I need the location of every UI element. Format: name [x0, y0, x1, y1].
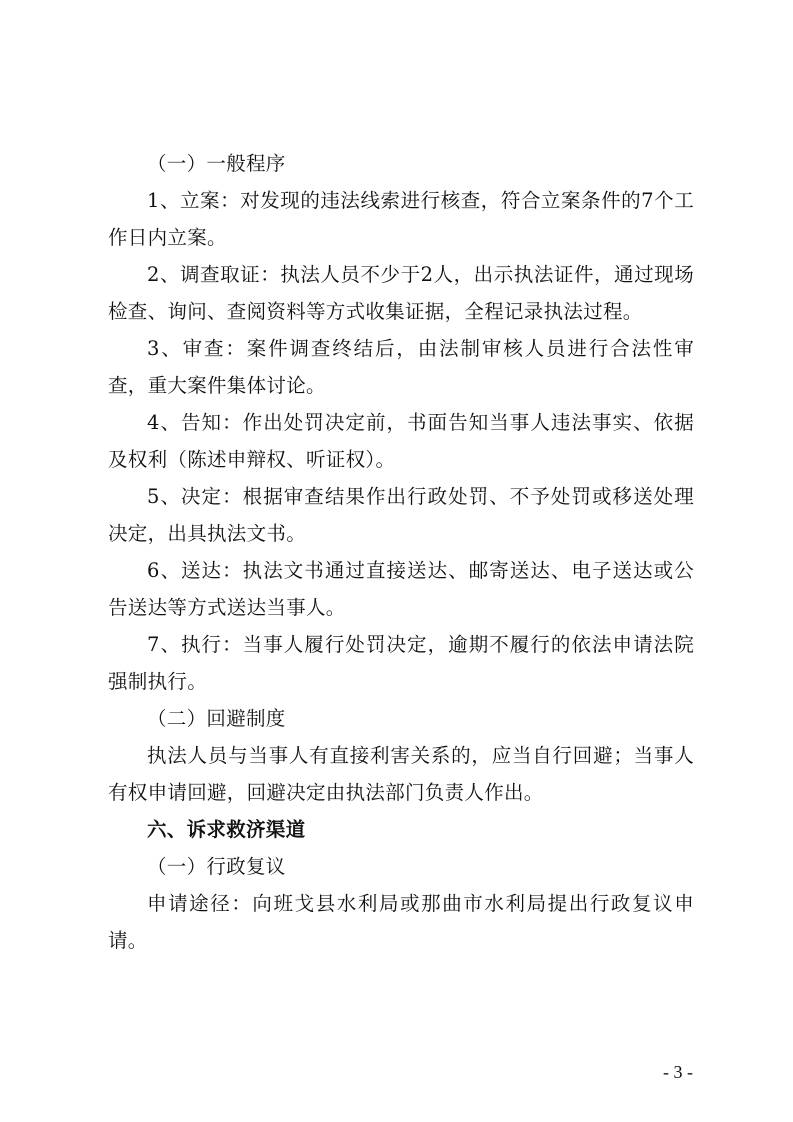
section-heading-recusal: （二）回避制度 — [147, 707, 286, 730]
paragraph-review: 3、审查：案件调查终结后，由法制审核人员进行合法性审查，重大案件集体讨论。 — [108, 337, 694, 397]
paragraph-recusal: 执法人员与当事人有直接利害关系的，应当自行回避；当事人有权申请回避，回避决定由执法部门负责人作出。 — [108, 744, 694, 804]
paragraph-investigation: 2、调查取证：执法人员不少于2人，出示执法证件，通过现场检查、询问、查阅资料等方式收集证据，全程记录执法过程。 — [108, 263, 694, 323]
chapter-heading-remedy-channels: 六、诉求救济渠道 — [147, 818, 306, 841]
paragraph-application-route: 申请途径：向班戈县水利局或那曲市水利局提出行政复议申请。 — [108, 892, 694, 952]
document-body — [108, 145, 694, 959]
paragraph-decision: 5、决定：根据审查结果作出行政处罚、不予处罚或移送处理决定，出具执法文书。 — [108, 485, 694, 545]
paragraph-notification: 4、告知：作出处罚决定前，书面告知当事人违法事实、依据及权利（陈述申辩权、听证权）。 — [108, 411, 694, 471]
paragraph-execution: 7、执行：当事人履行处罚决定，逾期不履行的依法申请法院强制执行。 — [108, 633, 694, 693]
paragraph-filing: 1、立案：对发现的违法线索进行核查，符合立案条件的7个工作日内立案。 — [108, 189, 694, 249]
paragraph-delivery: 6、送达：执法文书通过直接送达、邮寄送达、电子送达或公告送达等方式送达当事人。 — [108, 559, 694, 619]
section-heading-general-procedure: （一）一般程序 — [147, 152, 286, 175]
page-number: - 3 - — [663, 1062, 693, 1082]
section-heading-administrative-review: （一）行政复议 — [147, 855, 286, 878]
